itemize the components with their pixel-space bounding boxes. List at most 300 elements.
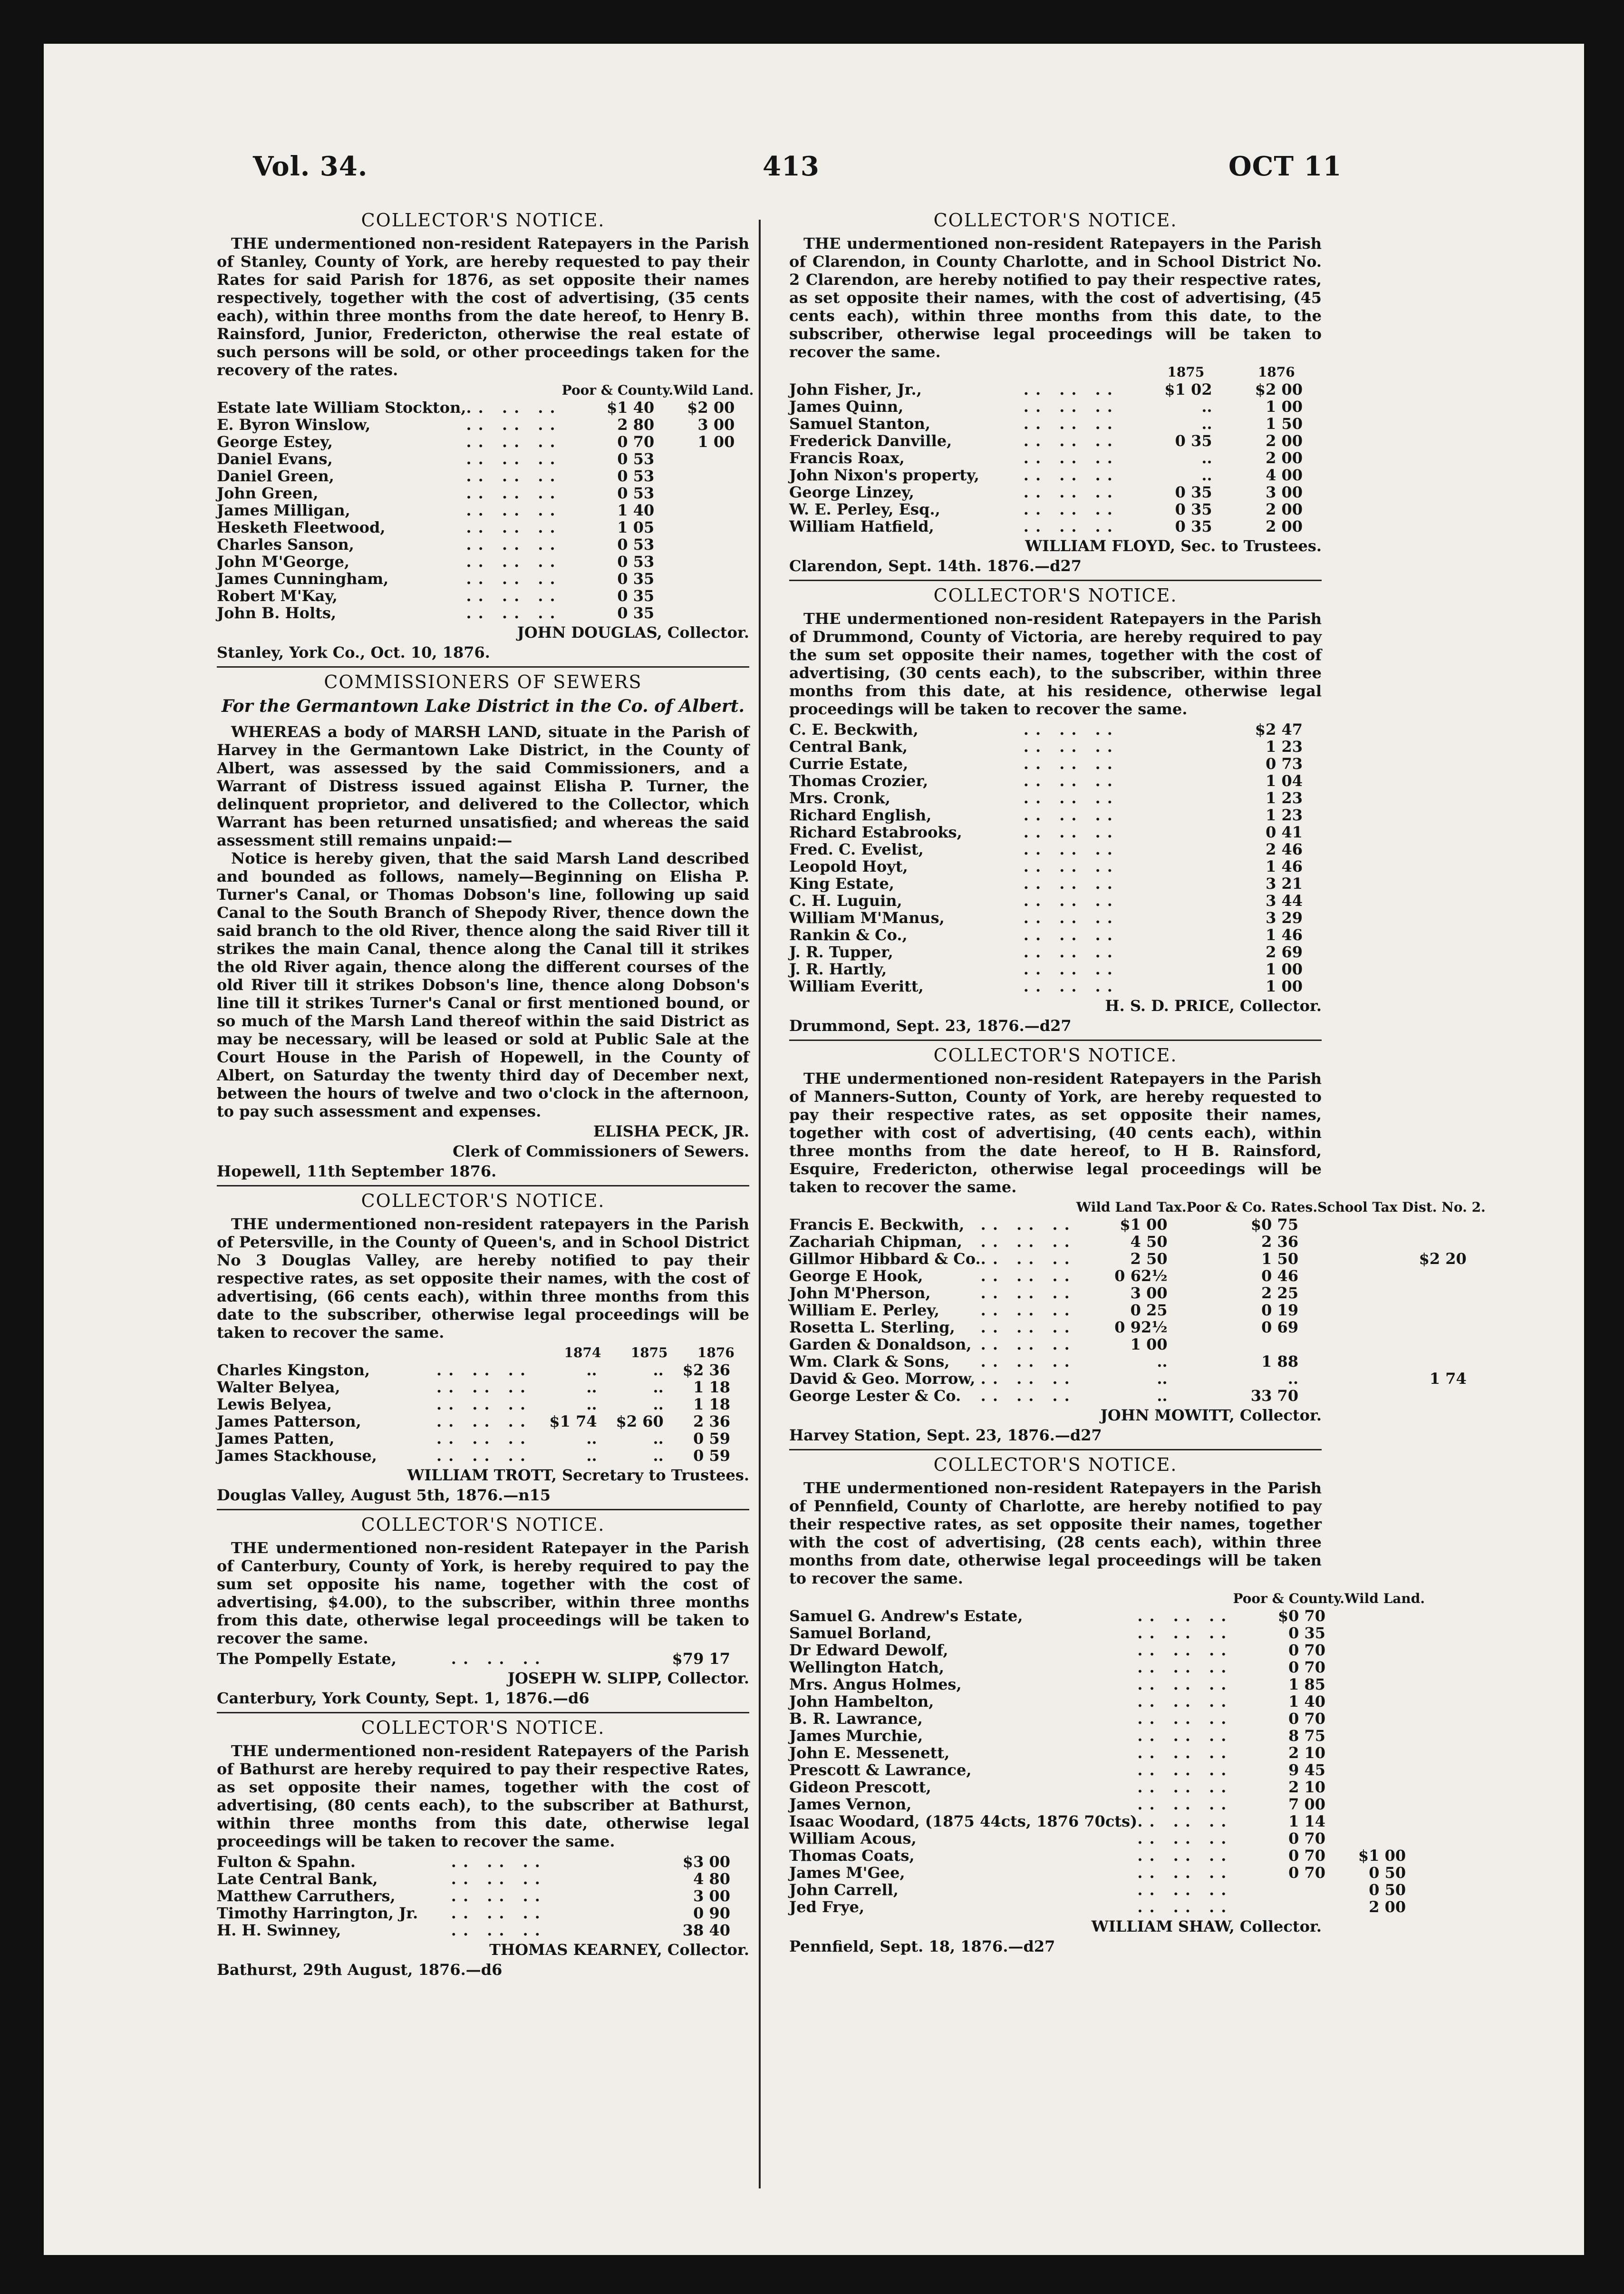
table-row bbox=[217, 1396, 749, 1413]
signature: JOHN DOUGLAS, Collector. bbox=[517, 623, 749, 642]
rate-value bbox=[673, 502, 754, 519]
leader-dots: .. .. .. bbox=[980, 1352, 1076, 1371]
table-row bbox=[789, 1233, 1486, 1250]
table-row bbox=[217, 1853, 749, 1870]
rate-value: .. bbox=[1157, 1370, 1168, 1388]
table-row bbox=[789, 1898, 1425, 1915]
leader-dots: .. .. .. bbox=[451, 1853, 547, 1871]
rate-value bbox=[1344, 1676, 1425, 1693]
rate-value bbox=[1344, 1659, 1425, 1676]
table-row bbox=[217, 450, 754, 467]
rate-value: 0 69 bbox=[1261, 1318, 1299, 1336]
rate-value: 38 40 bbox=[682, 1921, 730, 1939]
ratepayer-name: B. R. Lawrance, bbox=[789, 1710, 923, 1728]
notice-title: COLLECTOR'S NOTICE. bbox=[361, 1514, 605, 1535]
rate-value bbox=[673, 587, 754, 604]
rate-value: 0 70 bbox=[1288, 1658, 1326, 1676]
notice bbox=[789, 1454, 1425, 1955]
table-row bbox=[789, 1779, 1425, 1796]
leader-dots: .. .. .. bbox=[466, 450, 562, 468]
leader-dots: .. .. .. bbox=[436, 1429, 532, 1448]
table-row bbox=[789, 1710, 1425, 1727]
header-spacer bbox=[789, 364, 1141, 381]
rate-value: 2 50 bbox=[1130, 1250, 1168, 1268]
rate-value: 1 85 bbox=[1288, 1675, 1326, 1693]
ratepayer-name: James Patten, bbox=[217, 1429, 335, 1448]
rate-value: .. bbox=[1157, 1387, 1168, 1405]
ratepayer-name: George Linzey, bbox=[789, 483, 914, 501]
ratepayer-name: John B. Holts, bbox=[217, 604, 337, 622]
ratepayer-name: Gillmor Hibbard & Co. bbox=[789, 1250, 981, 1268]
leader-dots: .. .. .. bbox=[1137, 1744, 1233, 1762]
table-row bbox=[789, 1830, 1425, 1847]
signature: WILLIAM FLOYD, Sec. to Trustees. bbox=[1025, 537, 1322, 555]
table-row bbox=[217, 519, 754, 536]
ratepayer-name: David & Geo. Morrow, bbox=[789, 1370, 976, 1388]
ratepayer-name: John M'Pherson, bbox=[789, 1284, 931, 1302]
rate-value: 1 00 bbox=[1266, 977, 1303, 995]
table-row bbox=[789, 755, 1322, 772]
ratepayer-name: Mrs. Angus Holmes, bbox=[789, 1675, 962, 1693]
ratepayer-name: Mrs. Cronk, bbox=[789, 789, 890, 807]
rate-value: 0 50 bbox=[1369, 1864, 1406, 1882]
rate-value bbox=[1233, 1881, 1344, 1898]
ratepayer-name: James Cunningham, bbox=[217, 570, 389, 588]
rate-value: $1 00 bbox=[1358, 1847, 1406, 1865]
table-row bbox=[789, 1216, 1486, 1233]
rate-value: 0 92½ bbox=[1114, 1318, 1168, 1336]
leader-dots: .. .. .. bbox=[1023, 415, 1119, 433]
notice-title: COLLECTOR'S NOTICE. bbox=[933, 1454, 1178, 1475]
rate-value: 0 25 bbox=[1130, 1301, 1168, 1319]
rate-value: 3 00 bbox=[693, 1887, 730, 1905]
leader-dots: .. .. .. bbox=[466, 553, 562, 571]
rate-value: 1 23 bbox=[1266, 789, 1303, 807]
leader-dots: .. .. .. bbox=[980, 1215, 1076, 1234]
notice-divider bbox=[789, 1040, 1322, 1041]
rate-value: 0 53 bbox=[617, 484, 655, 502]
ratepayer-name: William Acous, bbox=[789, 1829, 917, 1847]
table-row bbox=[789, 1642, 1425, 1659]
leader-dots: .. .. .. bbox=[1023, 875, 1119, 893]
ratepayer-table bbox=[789, 364, 1322, 535]
rate-value bbox=[1317, 1216, 1486, 1233]
rate-value bbox=[673, 450, 754, 467]
leader-dots: .. .. .. bbox=[980, 1233, 1076, 1251]
column-header: Wild Land Tax. bbox=[1076, 1199, 1187, 1215]
rate-value: .. bbox=[1201, 449, 1212, 467]
notice bbox=[789, 1045, 1486, 1450]
ratepayer-name: Matthew Carruthers, bbox=[217, 1887, 396, 1905]
table-row bbox=[789, 807, 1322, 824]
column-header: Wild Land. bbox=[1344, 1591, 1425, 1606]
leader-dots: .. .. .. bbox=[1023, 432, 1119, 450]
rate-value: 3 21 bbox=[1266, 875, 1303, 893]
rate-value: 1 23 bbox=[1266, 738, 1303, 756]
leader-dots: .. .. .. bbox=[980, 1387, 1076, 1405]
rate-value bbox=[1344, 1624, 1425, 1642]
ratepayer-name: Lewis Belyea, bbox=[217, 1395, 332, 1413]
notice-body: THE undermentioned non-resident Ratepayers in the Parish of Manners-Sutton, County of York, are hereby requested to pay their respective rates, as set opposite their names, together with cost of advertising, (40 cents each), within three months from the date hereof, to H B. Rainsford, Esquire, Fredericton, otherwise legal proceedings will be taken to recover the same. bbox=[789, 1069, 1322, 1196]
ratepayer-name: Samuel G. Andrew's Estate, bbox=[789, 1607, 1023, 1625]
rate-value: $2 36 bbox=[682, 1361, 730, 1379]
column-header: 1876 bbox=[1257, 364, 1295, 380]
table-row bbox=[789, 1676, 1425, 1693]
ratepayer-name: Samuel Borland, bbox=[789, 1624, 932, 1642]
ratepayer-name: W. E. Perley, Esq., bbox=[789, 500, 940, 518]
leader-dots: .. .. .. bbox=[1137, 1692, 1233, 1711]
rate-value: $79 17 bbox=[672, 1650, 730, 1668]
ratepayer-name: William Everitt, bbox=[789, 977, 924, 995]
table-row bbox=[789, 943, 1322, 961]
leader-dots: .. .. .. bbox=[980, 1318, 1076, 1336]
leader-dots: .. .. .. bbox=[436, 1361, 532, 1379]
rate-value: 1 04 bbox=[1266, 772, 1303, 790]
ratepayer-name: James Patterson, bbox=[217, 1412, 361, 1430]
rate-value: 1 18 bbox=[693, 1395, 730, 1413]
rate-value: .. bbox=[1201, 466, 1212, 484]
table-row bbox=[789, 467, 1322, 484]
rate-value: 0 35 bbox=[617, 587, 655, 605]
rate-value: 0 70 bbox=[1288, 1829, 1326, 1847]
signature: H. S. D. PRICE, Collector. bbox=[1105, 997, 1322, 1015]
rate-value: .. bbox=[1201, 415, 1212, 433]
dateline: Stanley, York Co., Oct. 10, 1876. bbox=[217, 643, 490, 661]
ratepayer-name: James M'Gee, bbox=[789, 1864, 905, 1882]
ratepayer-name: Richard Estabrooks, bbox=[789, 823, 962, 841]
leader-dots: .. .. .. bbox=[1023, 755, 1119, 773]
rate-value: 0 35 bbox=[1175, 432, 1212, 450]
column-header: School Tax Dist. No. 2. bbox=[1317, 1199, 1486, 1215]
rate-value: 4 80 bbox=[693, 1870, 730, 1888]
leader-dots: .. .. .. bbox=[980, 1335, 1076, 1353]
leader-dots: .. .. .. bbox=[466, 535, 562, 554]
rate-value: 2 00 bbox=[1266, 449, 1303, 467]
ratepayer-name: The Pompelly Estate, bbox=[217, 1650, 396, 1668]
table-header bbox=[789, 364, 1322, 381]
column-header: Poor & Co. Rates. bbox=[1186, 1199, 1318, 1215]
table-row bbox=[217, 485, 754, 502]
rate-value: .. bbox=[586, 1361, 597, 1379]
rate-value: 7 00 bbox=[1288, 1795, 1326, 1813]
leader-dots: .. .. .. bbox=[1137, 1727, 1233, 1745]
ratepayer-name: Estate late William Stockton, bbox=[217, 399, 466, 417]
table-row bbox=[217, 433, 754, 450]
dateline: Clarendon, Sept. 14th. 1876.—d27 bbox=[789, 557, 1082, 575]
column-divider bbox=[759, 220, 761, 2188]
rate-value bbox=[673, 519, 754, 536]
signature: JOSEPH W. SLIPP, Collector. bbox=[507, 1669, 749, 1687]
newspaper-page bbox=[44, 44, 1584, 2255]
rate-value: 0 35 bbox=[617, 604, 655, 622]
table-row bbox=[217, 1361, 749, 1379]
leader-dots: .. .. .. bbox=[466, 433, 562, 451]
table-header bbox=[217, 382, 754, 399]
page-number: 413 bbox=[763, 151, 820, 182]
notice-body: THE undermentioned non-resident Ratepayers in the Parish of Drummond, County of Victoria, are hereby required to pay the sum set opposite their names, together with the cost of advertising, (30 cents each), to the subscriber, within three months from this date, at his residence, otherwise legal proceedings will be taken to recover the same. bbox=[789, 610, 1322, 718]
rate-value bbox=[1317, 1233, 1486, 1250]
rate-value: 1 14 bbox=[1288, 1812, 1326, 1830]
table-row bbox=[789, 1796, 1425, 1813]
header-spacer bbox=[789, 1199, 1076, 1216]
table-header bbox=[217, 1344, 749, 1361]
rate-value: 0 53 bbox=[617, 467, 655, 485]
dateline: Douglas Valley, August 5th, 1876.—n15 bbox=[217, 1486, 551, 1504]
ratepayer-name: George E Hook, bbox=[789, 1267, 923, 1285]
ratepayer-name: C. H. Luguin, bbox=[789, 892, 902, 910]
table-row bbox=[789, 1607, 1425, 1624]
header-spacer bbox=[789, 1590, 1233, 1607]
leader-dots: .. .. .. bbox=[1023, 772, 1119, 790]
table-row bbox=[789, 909, 1322, 926]
notice-divider bbox=[217, 1509, 749, 1510]
notice-divider bbox=[789, 580, 1322, 581]
rate-value: $0 70 bbox=[1277, 1607, 1326, 1625]
ratepayer-name: Timothy Harrington, Jr. bbox=[217, 1904, 418, 1922]
rate-value: 1 18 bbox=[693, 1378, 730, 1396]
rate-value: $1 00 bbox=[1120, 1215, 1168, 1234]
rate-value: 0 35 bbox=[1175, 517, 1212, 535]
header-spacer bbox=[217, 1344, 549, 1361]
rate-value bbox=[1317, 1302, 1486, 1319]
rate-value: 1 00 bbox=[1266, 960, 1303, 978]
table-row bbox=[789, 875, 1322, 892]
column-header: 1875 bbox=[630, 1345, 668, 1361]
table-row bbox=[789, 398, 1322, 415]
leader-dots: .. .. .. bbox=[466, 467, 562, 485]
ratepayer-name: Robert M'Kay, bbox=[217, 587, 338, 605]
table-row bbox=[217, 399, 754, 416]
rate-value: 2 10 bbox=[1288, 1744, 1326, 1762]
notice-body: THE undermentioned non-resident ratepayers in the Parish of Petersville, in the County of Queen's, and in School District No 3 Douglas Valley, are hereby notified to pay their respective rates, as set opposite their names, with the cost of advertising, (66 cents each), within three months from this date to the subscriber, otherwise legal proceedings will be taken to recover the same. bbox=[217, 1215, 749, 1341]
leader-dots: .. .. .. bbox=[1023, 380, 1119, 399]
rate-value bbox=[1317, 1319, 1486, 1336]
table-row bbox=[789, 381, 1322, 398]
table-row bbox=[789, 484, 1322, 501]
leader-dots: .. .. .. bbox=[1023, 449, 1119, 467]
ratepayer-name: Rosetta L. Sterling, bbox=[789, 1318, 955, 1336]
notice-body: WHEREAS a body of MARSH LAND, situate in the Parish of Harvey in the Germantown Lake District, in the County of Albert, was assessed by the said Commissioners, and a Warrant of Distress issued against Elisha P. Turner, the delinquent proprietor, and delivered to the Collector, which Warrant has been returned unsatisfied; and whereas the said assessment still remains unpaid:— bbox=[217, 723, 749, 849]
leader-dots: .. .. .. bbox=[466, 501, 562, 519]
table-row bbox=[789, 824, 1322, 841]
ratepayer-name: William Hatfield, bbox=[789, 517, 934, 535]
notice-body: THE undermentioned non-resident Ratepayer in the Parish of Canterbury, County of York, is hereby required to pay the sum set opposite his name, together with the cost of advertising, $4.00), to the subscriber, within three months from this date, otherwise legal proceedings will be taken to recover the same. bbox=[217, 1539, 749, 1647]
table-row bbox=[789, 721, 1322, 738]
leader-dots: .. .. .. bbox=[1023, 738, 1119, 756]
leader-dots: .. .. .. bbox=[980, 1284, 1076, 1302]
dateline: Canterbury, York County, Sept. 1, 1876.—d6 bbox=[217, 1689, 590, 1707]
rate-value: 0 70 bbox=[1288, 1864, 1326, 1882]
rate-value: 0 53 bbox=[617, 450, 655, 468]
rate-value: $0 75 bbox=[1250, 1215, 1299, 1234]
column-header: 1874 bbox=[564, 1345, 601, 1361]
header-spacer bbox=[217, 382, 562, 399]
notice-body: THE undermentioned non-resident Ratepayers in the Parish of Clarendon, in County Charlotte, and in School District No. 2 Clarendon, are hereby notified to pay their respective rates, as set opposite their names, with the cost of advertising, (45 cents each), within three months from this date, to the subscriber, otherwise legal proceedings will be taken to recover the same. bbox=[789, 234, 1322, 361]
ratepayer-name: King Estate, bbox=[789, 875, 894, 893]
table-row bbox=[789, 1267, 1486, 1284]
ratepayer-name: Hesketh Fleetwood, bbox=[217, 518, 386, 536]
ratepayer-name: Daniel Evans, bbox=[217, 450, 333, 468]
leader-dots: .. .. .. bbox=[1137, 1881, 1233, 1899]
table-row bbox=[217, 1379, 749, 1396]
ratepayer-name: Charles Sanson, bbox=[217, 535, 354, 554]
table-row bbox=[789, 738, 1322, 755]
ratepayer-table bbox=[217, 1344, 749, 1464]
table-row bbox=[789, 415, 1322, 432]
ratepayer-name: Garden & Donaldson, bbox=[789, 1335, 972, 1353]
rate-value: 1 23 bbox=[1266, 806, 1303, 824]
rate-value bbox=[1344, 1710, 1425, 1727]
ratepayer-name: Thomas Crozier, bbox=[789, 772, 928, 790]
rate-value: 33 70 bbox=[1250, 1387, 1299, 1405]
leader-dots: .. .. .. bbox=[1137, 1658, 1233, 1676]
ratepayer-name: John E. Messenett, bbox=[789, 1744, 950, 1762]
rate-value bbox=[1344, 1693, 1425, 1710]
table-row bbox=[789, 1847, 1425, 1864]
rate-value: 0 35 bbox=[1175, 483, 1212, 501]
rate-value: 0 19 bbox=[1261, 1301, 1299, 1319]
notice bbox=[789, 585, 1322, 1041]
dateline: Hopewell, 11th September 1876. bbox=[217, 1162, 497, 1180]
signature: THOMAS KEARNEY, Collector. bbox=[489, 1941, 749, 1959]
table-row bbox=[789, 1302, 1486, 1319]
rate-value: 8 75 bbox=[1288, 1727, 1326, 1745]
table-row bbox=[789, 1624, 1425, 1642]
table-row bbox=[217, 1413, 749, 1430]
ratepayer-name: James Milligan, bbox=[217, 501, 350, 519]
rate-value bbox=[673, 604, 754, 622]
table-row bbox=[789, 1370, 1486, 1387]
leader-dots: .. .. .. bbox=[1023, 789, 1119, 807]
rate-value: 2 46 bbox=[1266, 840, 1303, 858]
notice-title: COLLECTOR'S NOTICE. bbox=[933, 1045, 1178, 1066]
leader-dots: .. .. .. bbox=[1023, 892, 1119, 910]
table-row bbox=[789, 1744, 1425, 1761]
signature-title: Clerk of Commissioners of Sewers. bbox=[453, 1142, 749, 1160]
leader-dots: .. .. .. bbox=[466, 587, 562, 605]
ratepayer-name: Samuel Stanton, bbox=[789, 415, 931, 433]
ratepayer-name: Jed Frye, bbox=[789, 1898, 865, 1916]
leader-dots: .. .. .. bbox=[1023, 517, 1119, 535]
ratepayer-name: J. R. Tupper, bbox=[789, 943, 893, 961]
leader-dots: .. .. .. bbox=[1137, 1675, 1233, 1693]
rate-value: .. bbox=[653, 1395, 664, 1413]
rate-value: .. bbox=[586, 1395, 597, 1413]
rate-value: 0 50 bbox=[1369, 1881, 1406, 1899]
table-row bbox=[217, 536, 754, 553]
ratepayer-name: Fred. C. Evelist, bbox=[789, 840, 924, 858]
ratepayer-name: George Estey, bbox=[217, 433, 333, 451]
table-row bbox=[789, 841, 1322, 858]
leader-dots: .. .. .. bbox=[1023, 806, 1119, 824]
notice bbox=[217, 1190, 749, 1510]
ratepayer-name: Dr Edward Dewolf, bbox=[789, 1641, 948, 1659]
leader-dots: .. .. .. bbox=[980, 1267, 1076, 1285]
rate-value: .. bbox=[1157, 1352, 1168, 1371]
notice-title: COMMISSIONERS OF SEWERS bbox=[324, 671, 642, 692]
table-row bbox=[217, 587, 754, 604]
notice-body: Notice is hereby given, that the said Marsh Land described and bounded as follows, namely—Beginning on Elisha P. Turner's Canal, or Thomas Dobson's line, following up said Canal to the South Branch of Shepody River, thence down the said branch to the old River, thence along the said River till it strikes the main Canal, thence along the Canal till it strikes the old River again, thence along the different courses of the old River till it strikes Dobson's line, thence along Dobson's line till it strikes Turner's Canal or first mentioned bound, or so much of the Marsh Land thereof within the said District as may be necessary, will be leased or sold at Public Sale at the Court House in the Parish of Hopewell, in the County of Albert, on Saturday the twenty third day of December next, between the hours of twelve and two o'clock in the afternoon, to pay such assessment and expenses. bbox=[217, 849, 749, 1120]
signature: WILLIAM TROTT, Secretary to Trustees. bbox=[407, 1466, 749, 1484]
rate-value: 1 50 bbox=[1261, 1250, 1299, 1268]
ratepayer-name: Richard English, bbox=[789, 806, 932, 824]
table-row bbox=[789, 518, 1322, 535]
leader-dots: .. .. .. bbox=[451, 1650, 547, 1668]
leader-dots: .. .. .. bbox=[1137, 1864, 1233, 1882]
leader-dots: .. .. .. bbox=[1137, 1641, 1233, 1659]
table-row bbox=[217, 502, 754, 519]
rate-value: $1 40 bbox=[607, 399, 655, 417]
rate-value bbox=[673, 467, 754, 485]
leader-dots: .. .. .. bbox=[1023, 823, 1119, 841]
leader-dots: .. .. .. bbox=[436, 1395, 532, 1413]
table-row bbox=[217, 467, 754, 485]
rate-value: 2 80 bbox=[617, 416, 655, 434]
ratepayer-name: C. E. Beckwith, bbox=[789, 720, 918, 739]
notice-divider bbox=[217, 1712, 749, 1713]
rate-value bbox=[1344, 1830, 1425, 1847]
leader-dots: .. .. .. bbox=[436, 1412, 532, 1430]
rate-value: .. bbox=[653, 1429, 664, 1448]
leader-dots: .. .. .. bbox=[1023, 483, 1119, 501]
rate-value: 0 35 bbox=[1288, 1624, 1326, 1642]
leader-dots: .. .. .. bbox=[1023, 977, 1119, 995]
rate-value: 2 36 bbox=[693, 1412, 730, 1430]
ratepayer-name: J. R. Hartly, bbox=[789, 960, 887, 978]
table-row bbox=[217, 416, 754, 433]
ratepayer-name: James Stackhouse, bbox=[217, 1447, 377, 1465]
table-row bbox=[789, 858, 1322, 875]
rate-value bbox=[1344, 1727, 1425, 1744]
table-header bbox=[789, 1199, 1486, 1216]
leader-dots: .. .. .. bbox=[1137, 1795, 1233, 1813]
rate-value: 4 50 bbox=[1130, 1233, 1168, 1251]
table-row bbox=[217, 570, 754, 587]
rate-value bbox=[1344, 1607, 1425, 1624]
leader-dots: .. .. .. bbox=[1137, 1829, 1233, 1847]
rate-value bbox=[1344, 1779, 1425, 1796]
ratepayer-name: Walter Belyea, bbox=[217, 1378, 340, 1396]
ratepayer-name: Francis E. Beckwith, bbox=[789, 1215, 965, 1234]
rate-value: 0 35 bbox=[1175, 500, 1212, 518]
rate-value: 0 53 bbox=[617, 553, 655, 571]
table-row bbox=[789, 1761, 1425, 1779]
ratepayer-name: H. H. Swinney, bbox=[217, 1921, 341, 1939]
leader-dots: .. .. .. bbox=[451, 1904, 547, 1922]
rate-value: $2 60 bbox=[616, 1412, 664, 1430]
rate-value: 0 46 bbox=[1261, 1267, 1299, 1285]
ratepayer-table bbox=[789, 721, 1322, 995]
notice-divider bbox=[217, 666, 749, 668]
rate-value: 0 59 bbox=[693, 1447, 730, 1465]
ratepayer-name: Prescott & Lawrance, bbox=[789, 1761, 972, 1779]
table-row bbox=[217, 1905, 749, 1922]
table-row bbox=[789, 501, 1322, 518]
leader-dots: .. .. .. bbox=[436, 1378, 532, 1396]
leader-dots: .. .. .. bbox=[466, 604, 562, 622]
ratepayer-name: Fulton & Spahn. bbox=[217, 1853, 356, 1871]
rate-value: 0 90 bbox=[693, 1904, 730, 1922]
table-row bbox=[789, 789, 1322, 807]
leader-dots: .. .. .. bbox=[980, 1370, 1076, 1388]
ratepayer-name: James Quinn, bbox=[789, 398, 904, 416]
ratepayer-name: John Nixon's property, bbox=[789, 466, 979, 484]
table-row bbox=[789, 1813, 1425, 1830]
left-column bbox=[217, 208, 754, 1979]
ratepayer-name: John M'George, bbox=[217, 553, 350, 571]
table-row bbox=[789, 1659, 1425, 1676]
signature: JOHN MOWITT, Collector. bbox=[1100, 1406, 1322, 1424]
